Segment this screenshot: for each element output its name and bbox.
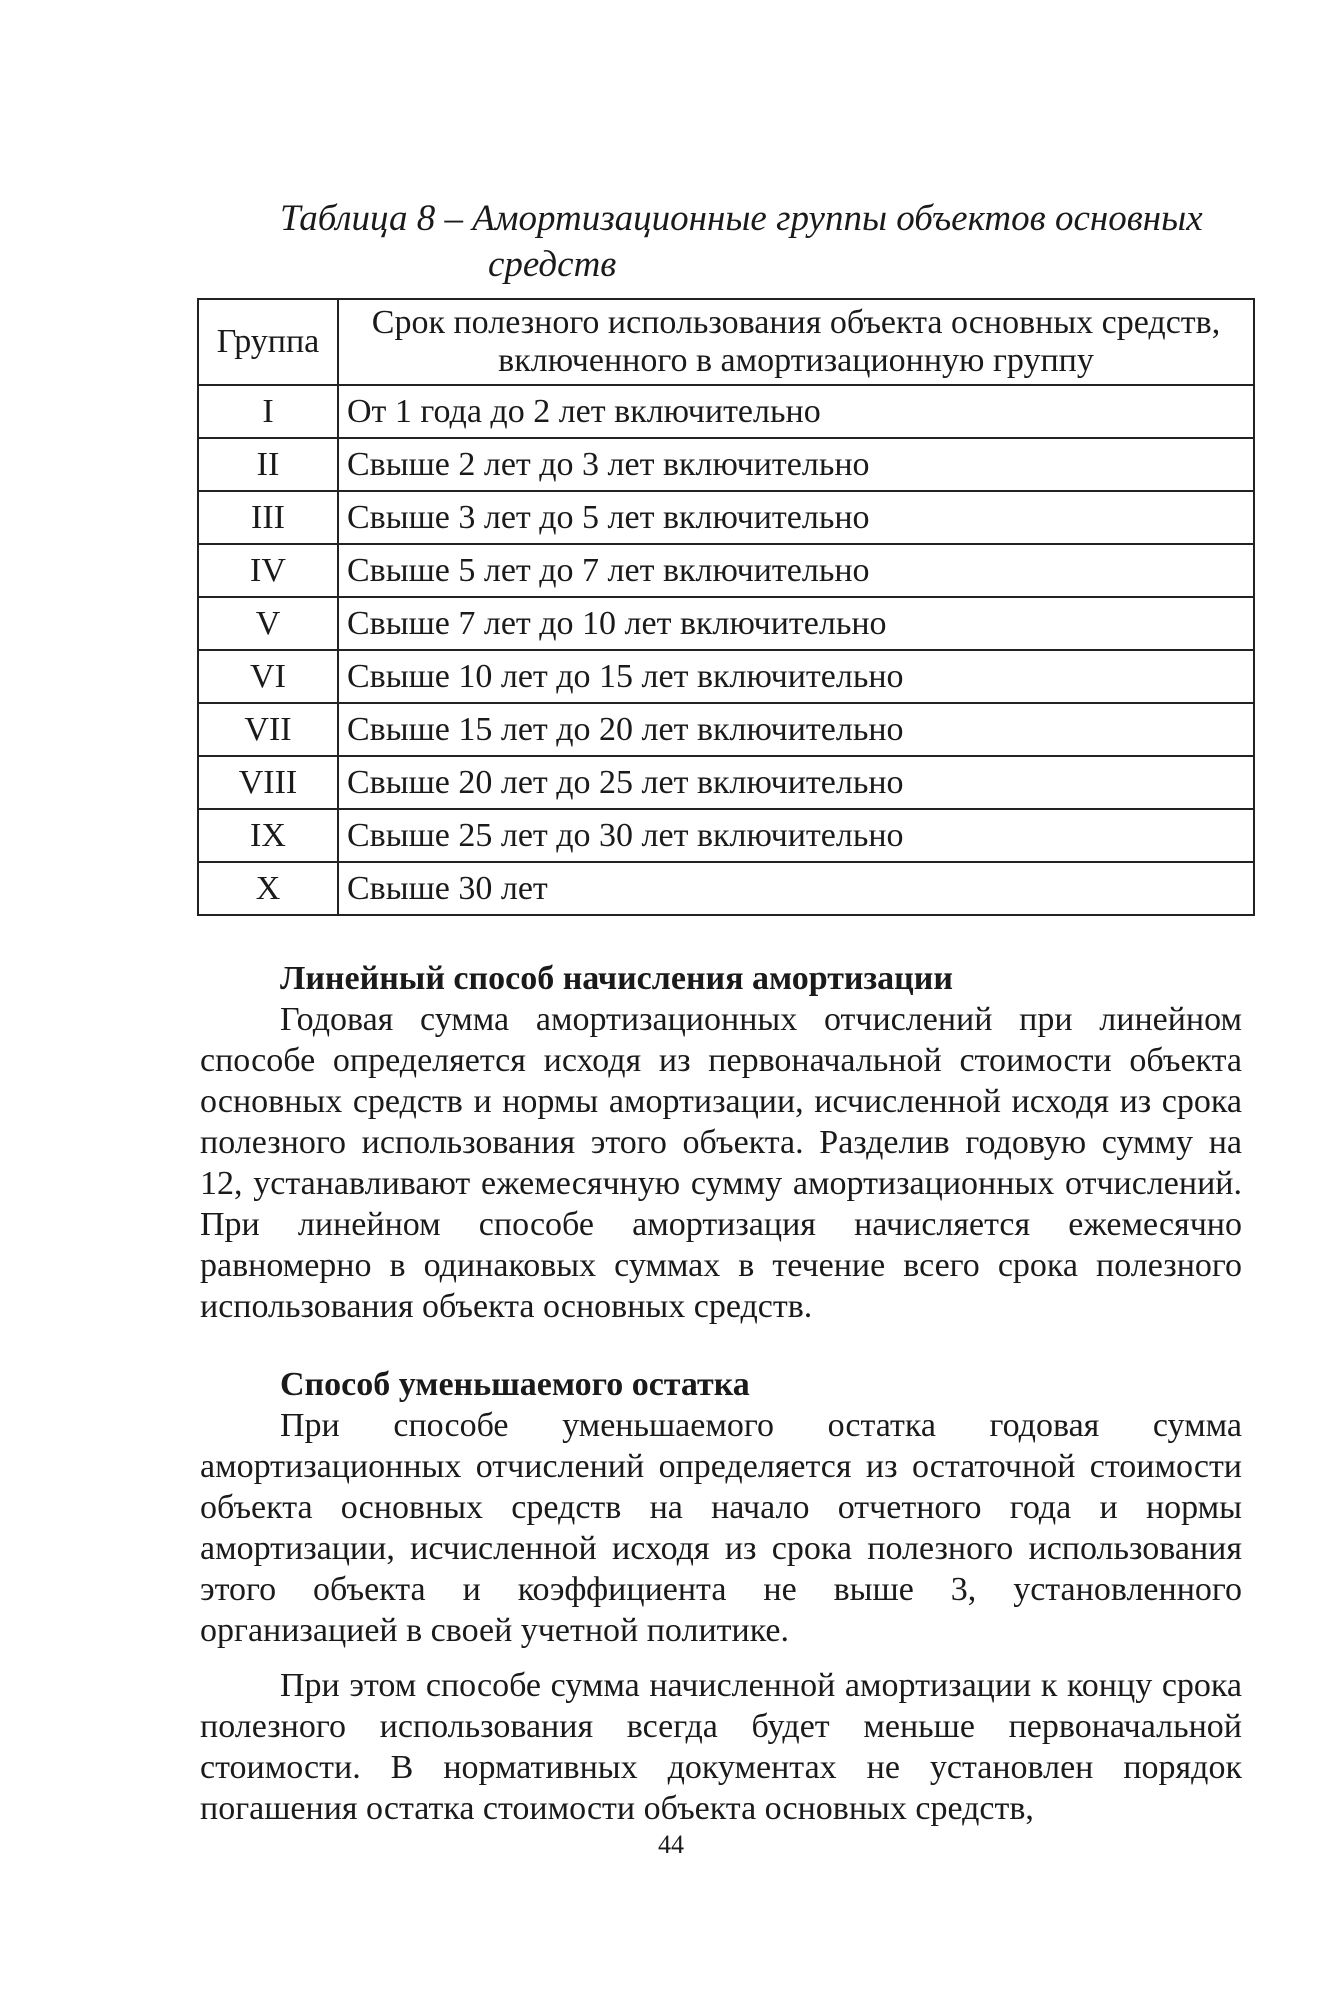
- section-heading-linear: Линейный способ начисления амортизации: [280, 960, 953, 997]
- cell-term: Свыше 5 лет до 7 лет включительно: [338, 544, 1254, 597]
- cell-group: VII: [198, 703, 338, 756]
- section-declining-balance: [200, 1364, 1242, 1829]
- table-caption-line1: Таблица 8 – Амортизационные группы объектов основных: [280, 198, 1203, 239]
- cell-term: Свыше 30 лет: [338, 862, 1254, 915]
- cell-term: От 1 года до 2 лет включительно: [338, 385, 1254, 438]
- table-row: [198, 809, 1254, 862]
- cell-group: X: [198, 862, 338, 915]
- section-heading-declining: Способ уменьшаемого остатка: [280, 1366, 750, 1403]
- table-row: [198, 544, 1254, 597]
- table-caption: [280, 196, 1240, 288]
- table-row: [198, 703, 1254, 756]
- cell-term: Свыше 10 лет до 15 лет включительно: [338, 650, 1254, 703]
- cell-term: Свыше 2 лет до 3 лет включительно: [338, 438, 1254, 491]
- cell-group: IV: [198, 544, 338, 597]
- paragraph-declining-2: При этом способе сумма начисленной амортизации к концу срока полезного использования всегда будет меньше первоначальной стоимости. В нормативных документах не установлен порядок погашения остатка стоимости объекта основных средств,: [200, 1667, 1242, 1827]
- amortization-groups-table: [197, 298, 1255, 916]
- table-row: [198, 597, 1254, 650]
- cell-term: Свыше 25 лет до 30 лет включительно: [338, 809, 1254, 862]
- cell-group: I: [198, 385, 338, 438]
- table-row: [198, 650, 1254, 703]
- header-group: Группа: [198, 299, 338, 385]
- cell-group: II: [198, 438, 338, 491]
- table-row: [198, 385, 1254, 438]
- cell-term: Свыше 15 лет до 20 лет включительно: [338, 703, 1254, 756]
- cell-group: III: [198, 491, 338, 544]
- table-row: [198, 862, 1254, 915]
- cell-group: VIII: [198, 756, 338, 809]
- page-number: 44: [658, 1830, 684, 1859]
- paragraph-linear: Годовая сумма амортизационных отчислений при линейном способе определяется исходя из первоначальной стоимости объекта основных средств и нормы амортизации, исчисленной исходя из срока полезного использования этого объекта. Разделив годовую сумму на 12, устанавливают ежемесячную сумму амортизационных отчислений. При линейном способе амортизация начисляется ежемесячно равномерно в одинаковых суммах в течение всего срока полезного использования объекта основных средств.: [200, 1001, 1242, 1325]
- cell-group: VI: [198, 650, 338, 703]
- section-linear: [200, 958, 1242, 1327]
- table-row: [198, 438, 1254, 491]
- table-header-row: [198, 299, 1254, 385]
- table-row: [198, 491, 1254, 544]
- header-term: Срок полезного использования объекта основных средств, включенного в амортизационную группу: [338, 299, 1254, 385]
- cell-term: Свыше 7 лет до 10 лет включительно: [338, 597, 1254, 650]
- table-caption-line2: средств: [488, 244, 617, 285]
- cell-term: Свыше 3 лет до 5 лет включительно: [338, 491, 1254, 544]
- cell-group: V: [198, 597, 338, 650]
- paragraph-declining-1: При способе уменьшаемого остатка годовая сумма амортизационных отчислений определяется из остаточной стоимости объекта основных средств на начало отчетного года и нормы амортизации, исчисленной исходя из срока полезного использования этого объекта и коэффициента не выше 3, установленного организацией в своей учетной политике.: [200, 1407, 1242, 1649]
- table-row: [198, 756, 1254, 809]
- cell-term: Свыше 20 лет до 25 лет включительно: [338, 756, 1254, 809]
- cell-group: IX: [198, 809, 338, 862]
